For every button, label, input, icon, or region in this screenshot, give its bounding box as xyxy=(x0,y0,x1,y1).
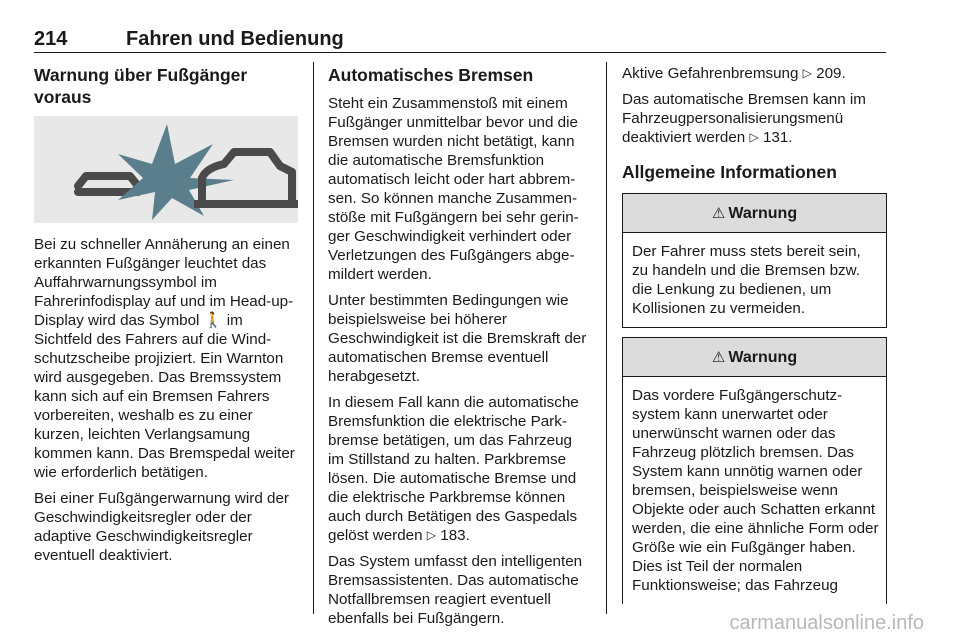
paragraph: Das System umfasst den intelligenten Bremsassistenten. Das automatische Notfallbremsen reagiert eventuell ebenfalls bei Fußgängern. xyxy=(328,553,583,627)
warning-box xyxy=(622,337,887,604)
paragraph: Unter bestimmten Bedingungen wie beispielsweise bei höherer Geschwindigkeit ist die Bremskraft der automatischen Bremse eventuell herabgesetzt. xyxy=(328,292,587,385)
page-reference-link[interactable]: 131. xyxy=(762,129,793,146)
paragraph: Steht ein Zusammenstoß mit einem Fußgänger unmittelbar bevor und die Bremsen wurden nicht betätigt, kann die automatische Bremsfunktion automatisch leicht oder hart abbremsen. So können manche Zusammenstöße mit Fußgängern bei sehr geringer Geschwindigkeit verhindert oder Verletzungen des Fußgängers abgemildert werden. xyxy=(328,95,579,283)
chapter-title: Fahren und Bedienung xyxy=(126,28,344,50)
column-2 xyxy=(328,64,592,635)
warning-header: ⚠ Warnung xyxy=(623,194,886,233)
page-reference-link[interactable]: 183. xyxy=(440,527,470,544)
paragraph: In diesem Fall kann die automatische Bremsfunktion die elektrische Parkbremse betätigen, um das Fahrzeug im Stillstand zu halten. Parkbremse lösen. Die automatische Bremse und die elektrische Parkbremse können auch durch Betätigen des Gaspedals gelöst werden ▷ 183. xyxy=(328,394,579,544)
page-reference-link[interactable]: 209. xyxy=(816,65,846,82)
paragraph: Bei einer Fußgängerwarnung wird der Geschwindigkeitsregler oder der adaptive Geschwindigkeitsregler eventuell deaktiviert. xyxy=(34,490,289,564)
column-3 xyxy=(622,64,887,613)
header-divider xyxy=(34,52,886,53)
warning-triangle-icon: ⚠ xyxy=(711,204,726,222)
page-ref-arrow-icon: ▷ xyxy=(749,130,759,144)
page-ref-arrow-icon: ▷ xyxy=(426,528,437,542)
section-title-automatic-braking: Automatisches Bremsen xyxy=(328,65,534,85)
warning-body: Der Fahrer muss stets bereit sein, zu handeln und die Bremsen bzw. die Lenkung zu bedienen, um Kollisionen zu vermeiden. xyxy=(632,243,861,317)
warning-box xyxy=(622,193,887,328)
warning-header: ⚠ Warnung xyxy=(623,338,886,377)
page-ref-arrow-icon: ▷ xyxy=(802,66,812,80)
paragraph: Bei zu schneller Annäherung an einen erkannten Fußgänger leuchtet das Auffahrwarnungssymbol im Fahrerinfodisplay auf und im Head-up-Display wird das Symbol 🚶 im Sichtfeld des Fahrers auf die Windschutzscheibe projiziert. Ein Warnton wird ausgegeben. Das Bremssystem kann sich auf ein Bremsen Fahrers vorbereiten, weshalb es zu einer kurzen, leichten Verlangsamung kommen kann. Das Bremspedal weiter wie erforderlich betätigen. xyxy=(34,236,295,481)
paragraph: Das automatische Bremsen kann im Fahrzeugpersonalisierungsmenü deaktiviert werden ▷ 131. xyxy=(622,91,866,146)
column-divider-1 xyxy=(313,62,314,614)
watermark: carmanualsonline.info xyxy=(729,612,924,634)
section-title-general-info: Allgemeine Informationen xyxy=(622,162,837,182)
page-number: 214 xyxy=(34,28,68,50)
column-1 xyxy=(34,64,300,572)
warning-body: Das vordere Fußgängerschutzsystem kann unerwartet oder unerwünscht warnen oder das Fahrzeug plötzlich bremsen. Das System kann unnötig warnen oder bremsen, beispielsweise wenn Objekte oder auch Schatten erkannt werden, die eine ähnliche Form oder Größe wie ein Fußgänger haben. Dies ist Teil der normalen Funktionsweise; das Fahrzeug xyxy=(632,387,879,594)
column-divider-2 xyxy=(606,62,607,614)
pedestrian-collision-warning-icon xyxy=(34,116,298,223)
warning-triangle-icon: ⚠ xyxy=(711,348,726,366)
paragraph: Aktive Gefahrenbremsung ▷ 209. xyxy=(622,65,846,82)
section-title-pedestrian-warning: Warnung über Fußgänger voraus xyxy=(34,65,248,107)
